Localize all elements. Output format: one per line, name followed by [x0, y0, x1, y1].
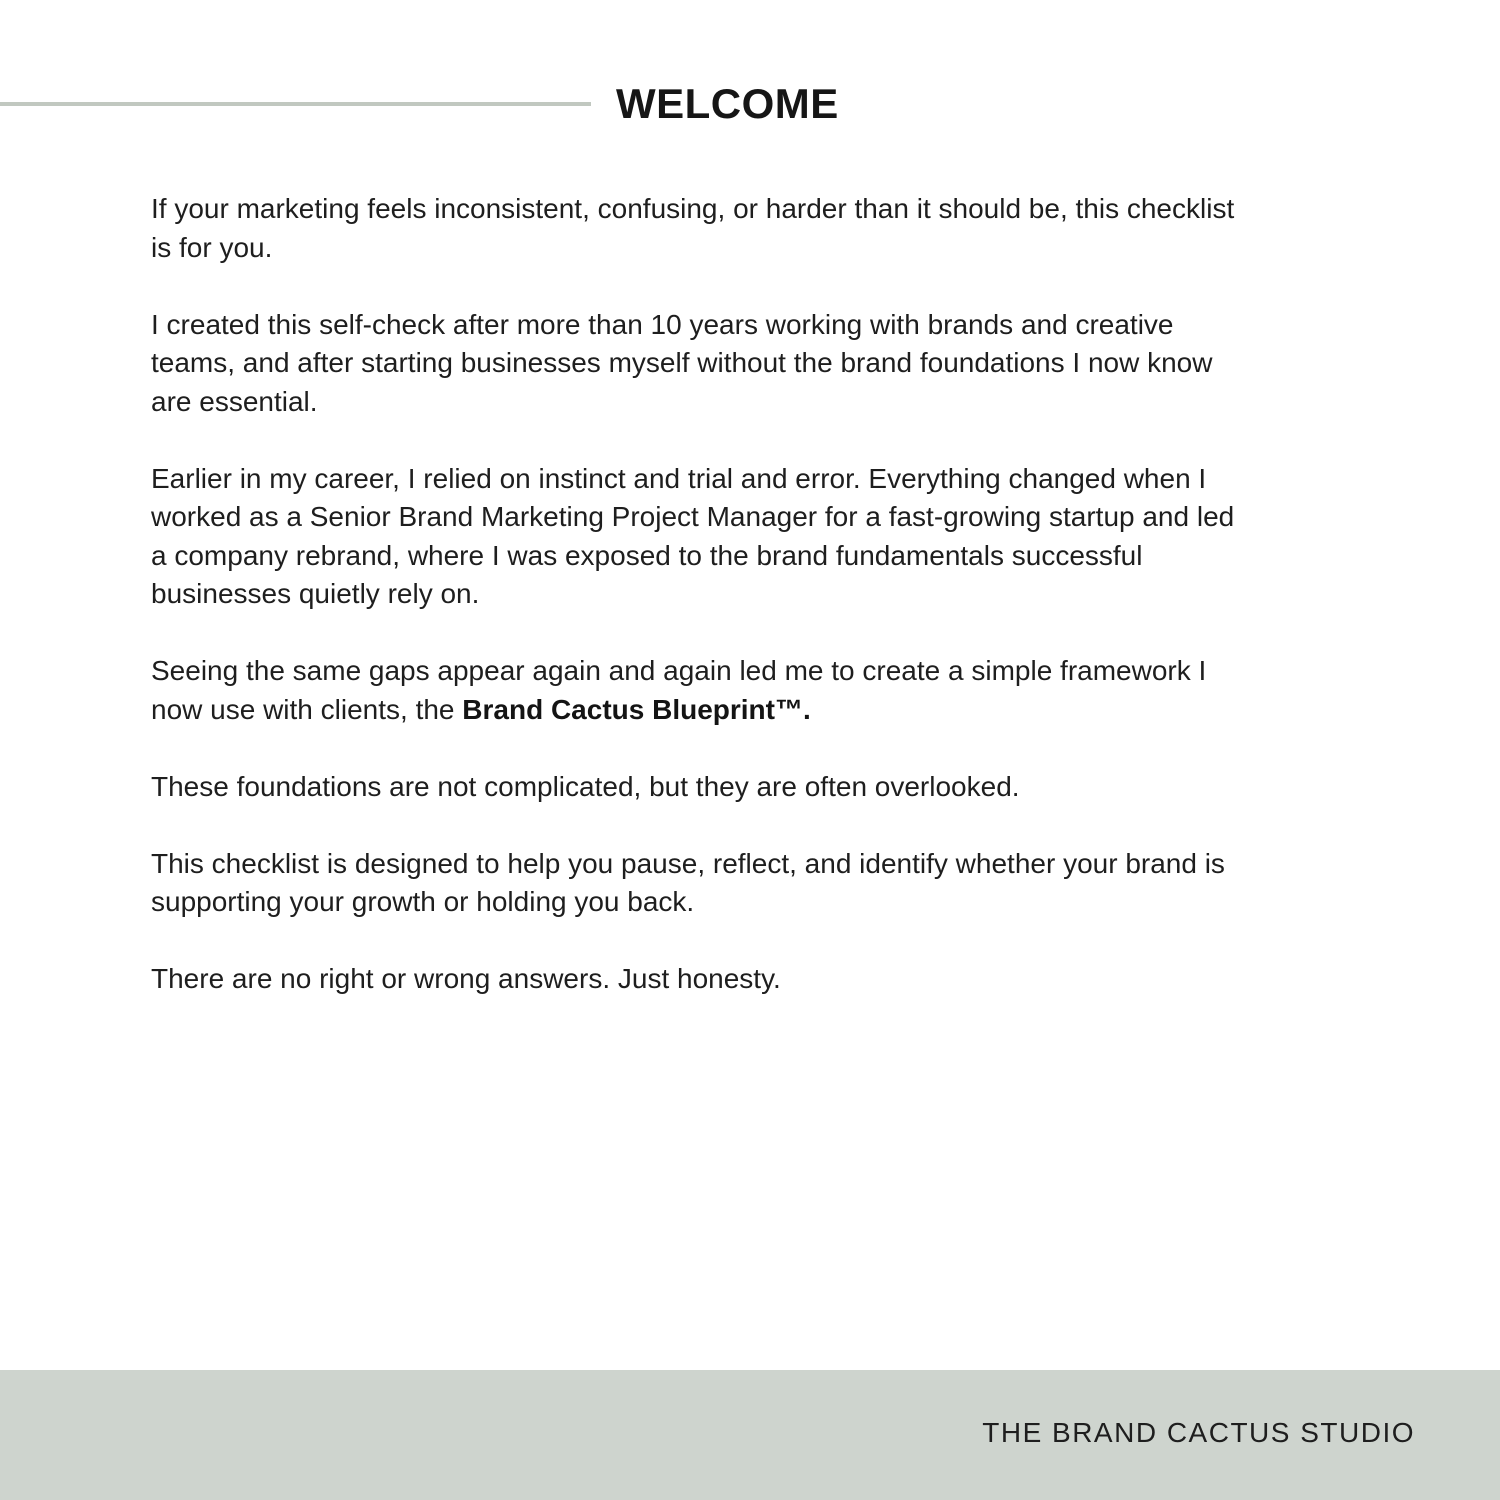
framework-text: Seeing the same gaps appear again and again led me to create a simple framework I now use with clients, the	[151, 655, 1207, 725]
paragraph-foundations: These foundations are not complicated, but they are often overlooked.	[151, 770, 1020, 802]
paragraph-framework	[151, 652, 1241, 729]
paragraph-honesty: There are no right or wrong answers. Just honesty.	[151, 963, 781, 994]
title-divider-line	[0, 102, 591, 106]
framework-name: Brand Cactus Blueprint™.	[462, 693, 811, 725]
paragraph-purpose: This checklist is designed to help you pause, reflect, and identify whether your brand is supporting your growth or holding you back.	[151, 847, 1225, 917]
paragraph-experience: I created this self-check after more than 10 years working with brands and creative teams, and after starting businesses myself without the brand foundations I now know are essential.	[151, 308, 1213, 417]
footer-brand-name: THE BRAND CACTUS STUDIO	[982, 1417, 1415, 1448]
page-title: WELCOME	[616, 80, 839, 127]
paragraph-career: Earlier in my career, I relied on instinct and trial and error. Everything changed when I worked as a Senior Brand Marketing Project Manager for a fast-growing startup and led a company rebrand, where I was exposed to the brand fundamentals successful businesses quietly rely on.	[151, 462, 1235, 609]
welcome-body	[151, 190, 1241, 1037]
paragraph-intro: If your marketing feels inconsistent, confusing, or harder than it should be, this checklist is for you.	[151, 193, 1235, 263]
